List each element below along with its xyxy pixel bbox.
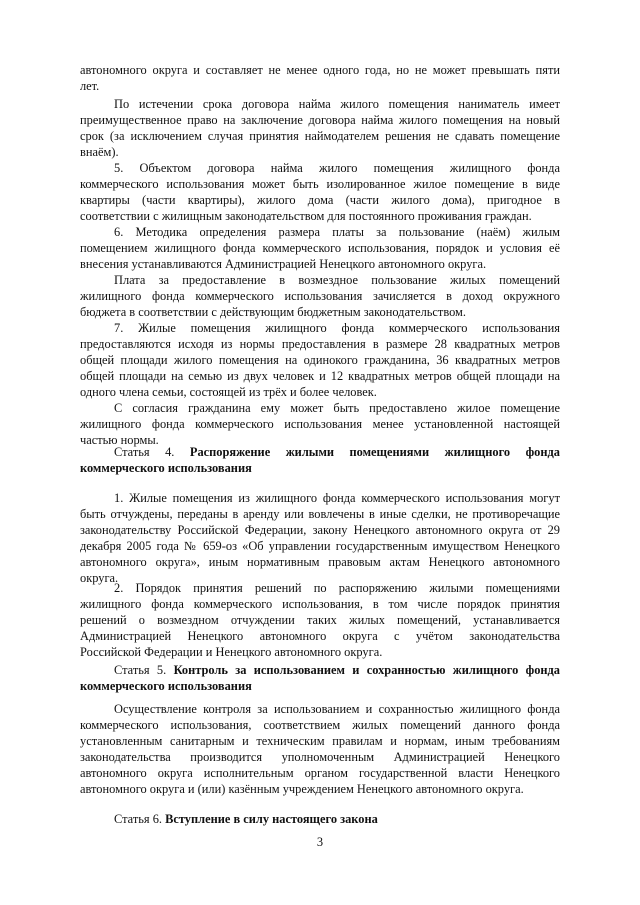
text-line: автономного округа и (или) казённым учреждением Ненецкого автономного округа. [80, 782, 524, 796]
text-line: коммерческого использования, соответствием жилых помещений данного фонда [80, 718, 560, 732]
article-4-heading: Статья 4. Распоряжение жилыми помещениями жилищного фонда [114, 445, 560, 459]
text-line: Осуществление контроля за использованием и сохранностью жилищного фонда [114, 702, 560, 716]
text-line: 6. Методика определения размера платы за пользование (наём) жилым [114, 225, 560, 239]
text-line: жилищного фонда коммерческого использования, в том числе порядок принятия [80, 597, 560, 611]
text-line: жилищного фонда коммерческого использования зачисляется в доход окружного [80, 289, 560, 303]
text-line: автономного округа и составляет не менее одного года, но не может превышать пяти [80, 63, 560, 77]
text-line: автономного округа», иным нормативным правовым актам Ненецкого автономного [80, 555, 560, 569]
text-line: соответствии с жилищным законодательством для постоянного проживания граждан. [80, 209, 532, 223]
text-line: лет. [80, 79, 100, 93]
text-line: округа. [80, 571, 119, 585]
article-4-heading-cont: коммерческого использования [80, 461, 252, 475]
text-line: По истечении срока договора найма жилого помещения наниматель имеет [114, 97, 560, 111]
text-line: Российской Федерации и Ненецкого автономного округа. [80, 645, 383, 659]
text-line: внаём). [80, 145, 119, 159]
text-line: С согласия гражданина ему может быть предоставлено жилое помещение [114, 401, 560, 415]
text-line: общей площади жилого помещения на одинокого гражданина, 36 квадратных метров [80, 353, 560, 367]
text-line: 1. Жилые помещения из жилищного фонда коммерческого использования могут [114, 491, 560, 505]
page-number: 3 [316, 835, 324, 849]
text-line: быть отчуждены, переданы в аренду или вовлечены в иные сделки, не противоречащие [80, 507, 560, 521]
text-line: частью нормы. [80, 433, 159, 447]
text-line: преимущественное право на заключение договора найма жилого помещения на новый [80, 113, 560, 127]
text-line: одного члена семьи, состоящей из трёх и более человек. [80, 385, 377, 399]
text-line: декабря 2005 года № 659-оз «Об управлении государственным имуществом Ненецкого [80, 539, 560, 553]
text-line: решений о возмездном отчуждении таких жилых помещений, устанавливается [80, 613, 560, 627]
text-line: предоставляются исходя из нормы предоставления в размере 28 квадратных метров [80, 337, 560, 351]
text-line: срок (за исключением случая принятия наймодателем решения не сдавать помещение [80, 129, 560, 143]
text-line: 2. Порядок принятия решений по распоряжению жилыми помещениями [114, 581, 560, 595]
text-line: 5. Объектом договора найма жилого помещения жилищного фонда [114, 161, 560, 175]
text-line: 7. Жилые помещения жилищного фонда коммерческого использования [114, 321, 560, 335]
text-line: бюджета в соответствии с действующим бюджетным законодательством. [80, 305, 466, 319]
article-5-heading: Статья 5. Контроль за использованием и сохранностью жилищного фонда [114, 663, 560, 677]
article-6-heading: Статья 6. Вступление в силу настоящего закона [114, 812, 378, 826]
text-line: общей площади на семью из двух человек и 12 квадратных метров общей площади на [80, 369, 560, 383]
text-line: квартиры (части квартиры), жилого дома (части жилого дома), пригодное в [80, 193, 560, 207]
text-line: Администрацией Ненецкого автономного округа с учётом законодательства [80, 629, 560, 643]
text-line: помещением жилищного фонда коммерческого использования, порядок и условия её [80, 241, 560, 255]
text-line: Плата за предоставление в возмездное пользование жилых помещений [114, 273, 560, 287]
text-line: внесения устанавливаются Администрацией Ненецкого автономного округа. [80, 257, 487, 271]
text-line: законодательству Российской Федерации, закону Ненецкого автономного округа от 29 [80, 523, 560, 537]
article-5-heading-cont: коммерческого использования [80, 679, 252, 693]
text-line: автономного округа исполнительным органом государственной власти Ненецкого [80, 766, 560, 780]
text-line: коммерческого использования может быть изолированное жилое помещение в виде [80, 177, 560, 191]
text-line: жилищного фонда коммерческого использования менее установленной настоящей [80, 417, 560, 431]
text-line: законодательства производится уполномоченным Администрацией Ненецкого [80, 750, 560, 764]
text-line: установленным санитарным и техническим правилам и нормам, иным требованиям [80, 734, 560, 748]
